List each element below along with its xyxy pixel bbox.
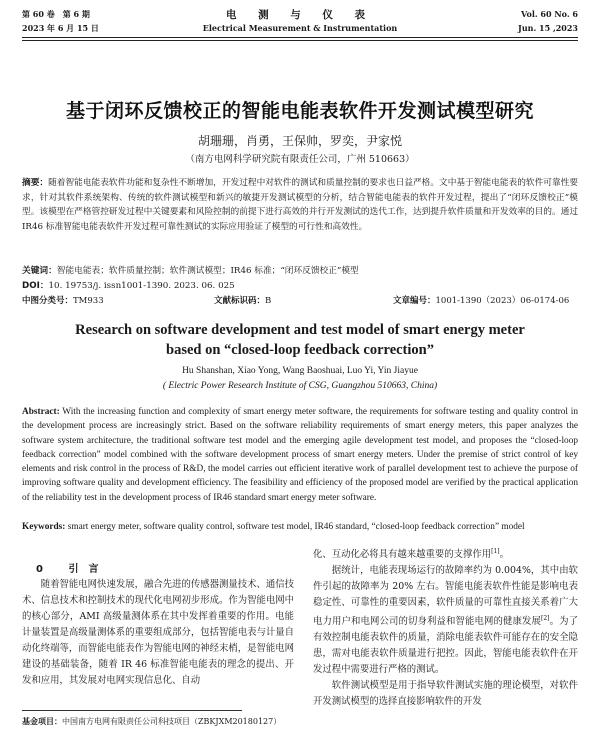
affiliation-en: ( Electric Power Research Institute of CSG, Guangzhou 510663, China) [162, 381, 438, 391]
clc-number [22, 294, 104, 306]
paper-title-en-line2: based on “closed-loop feedback correction” [166, 342, 434, 358]
doc-code-value: B [265, 296, 272, 306]
footnote-label: 基金项目： [22, 717, 62, 726]
header-volume-cn: 第 60 卷 第 6 期 [22, 9, 90, 19]
keywords-cn [22, 264, 578, 279]
section-title: 引 言 [68, 564, 99, 575]
footnote [22, 716, 281, 727]
header-rule-bottom [22, 40, 578, 41]
clc-label: 中图分类号： [22, 296, 74, 306]
abstract-cn-text: 随着智能电能表软件功能和复杂性不断增加，开发过程中对软件的测试和质量控制的要求也日益严格。文中基于智能电能表的软件可靠性要求，针对其软件系统架构、传统的软件测试模型和新兴的敏捷开发测试模型的分析，结合智能电能表的软件开发过程，提出了“闭环反馈校正”模型。该模型在严格管控研发过程中关键要素和风险控制的前提下进行高效的并行开发测试的迭代工作，达到提升软件质量和开发效率的目的。通过 IR46 标准智能电能表软件开发过程可靠性测试的实际应用验证了模型的可行性和高效性。 [22, 178, 578, 232]
keywords-en-text: smart energy meter, software quality control, software test model, IR46 standard, “closed-loop feedback correction” model [67, 522, 525, 532]
keywords-cn-text: 智能电能表；软件质量控制；软件测试模型；IR46 标准；“闭环反馈校正”模型 [56, 266, 359, 276]
article-number-value: 1001-1390（2023）06-0174-06 [435, 296, 570, 306]
intro-p1-end: 。 [499, 549, 510, 561]
doi-text: 10. 19753/j. issn1001-1390. 2023. 06. 025 [48, 281, 235, 291]
clc-value: TM933 [73, 296, 104, 306]
paper-title-en-line1: Research on software development and test model of smart energy meter [75, 322, 525, 338]
intro-p1-text: 化、互动化必将具有越来越重要的支撑作用 [313, 549, 492, 561]
doi-line [22, 279, 578, 294]
abstract-en-label: Abstract: [22, 407, 60, 417]
header-volume-en: Vol. 60 No. 6 [521, 9, 578, 19]
abstract-en-text: With the increasing function and complexity of smart energy meter software, the requirements for software testing and quality control in the development process are increasingly strict. Based on the software reliability requirements of smart energy meters, this paper analyzes the software system architecture, the traditional software test model and the emerging agile development test model, and proposes the “closed-loop feedback correction” model combined with the software development process of smart energy meters. Under the premise of strict control of key elements and risk control in the process of R&D, the model carries out efficient iterative work of parallel development test to achieve the purpose of improving software quality and development efficiency. The feasibility and efficiency of the proposed model are verified by the practical application of the reliability test in the development process of IR46 standard smart energy meter software. [22, 407, 579, 503]
intro-paragraph-2 [313, 563, 578, 678]
citation-1[interactable]: [1] [491, 548, 500, 555]
article-number-label: 文章编号： [393, 296, 436, 306]
intro-right-column [313, 544, 578, 710]
keywords-cn-label: 关键词： [22, 266, 57, 276]
header-date-cn: 2023 年 6 月 15 日 [22, 23, 99, 33]
journal-title-cn: 电 测 与 仪 表 [225, 9, 375, 21]
authors-cn: 胡珊珊，肖勇，王保帅，罗奕，尹家悦 [197, 134, 402, 148]
footnote-text: 中国南方电网有限责任公司科技项目（ZBKJXM20180127） [62, 717, 282, 726]
intro-paragraph-3: 软件测试模型是用于指导软件测试实施的理论模型，对软件开发测试模型的选择直接影响软件的开发 [313, 680, 578, 708]
keywords-en [22, 520, 578, 534]
section-number: 0 [36, 564, 43, 575]
abstract-cn-label: 摘要： [22, 178, 49, 188]
article-number [393, 294, 569, 306]
affiliation-cn: （南方电网科学研究院有限责任公司，广州 510663） [185, 154, 415, 165]
doi-label: DOI： [22, 281, 49, 291]
journal-title-en: Electrical Measurement & Instrumentation [202, 23, 398, 33]
citation-2[interactable]: [2] [540, 615, 550, 623]
document-code [214, 294, 271, 306]
abstract-cn [22, 176, 578, 234]
intro-paragraph-1 [313, 544, 578, 563]
keywords-en-label: Keywords: [22, 522, 66, 532]
intro-p2-text: 据统计，电能表现场运行的故障率约为 0.004%，其中由软件引起的故障率为 20% 左右。智能电能表软件性能是影响电表稳定性、可靠性的重要因素，软件质量的可靠性直接关系着广大电力用户和电网公司的切身利益和智能电网的健康发展 [313, 565, 578, 628]
intro-left-column: 随着智能电网快速发展，融合先进的传感器测量技术、通信技术、信息技术和控制技术的现代化电网初步形成。作为智能电网中的核心部分，AMI 高级量测体系在其中发挥着重要的作用。电能计量装置是高级量测体系的重要组成部分，包括智能电表与计量自动化终端等，而智能电能表作为智能电网的神经末梢，是智能电网建设的基础装备，随着 IR 46 标准智能电能表的理念的提出、开发和应用，其发展对电网实现信息化、自动 [22, 579, 294, 686]
abstract-en [22, 405, 578, 505]
header-date-en: Jun. 15 ,2023 [518, 23, 578, 33]
paper-title-cn: 基于闭环反馈校正的智能电能表软件开发测试模型研究 [65, 100, 534, 122]
intro-p2-end: 。为了有效控制电能表软件的质量，消除电能表软件可能存在的安全隐患，需对电能表软件质量进行把控。因此，智能电能表软件在开发过程中需要进行严格的测试。 [313, 616, 578, 676]
authors-en: Hu Shanshan, Xiao Yong, Wang Baoshuai, Luo Yi, Yin Jiayue [182, 366, 418, 376]
section-heading [36, 560, 98, 575]
header-rule-top [22, 37, 578, 38]
footnote-rule [22, 710, 242, 711]
doc-code-label: 文献标识码： [214, 296, 266, 306]
